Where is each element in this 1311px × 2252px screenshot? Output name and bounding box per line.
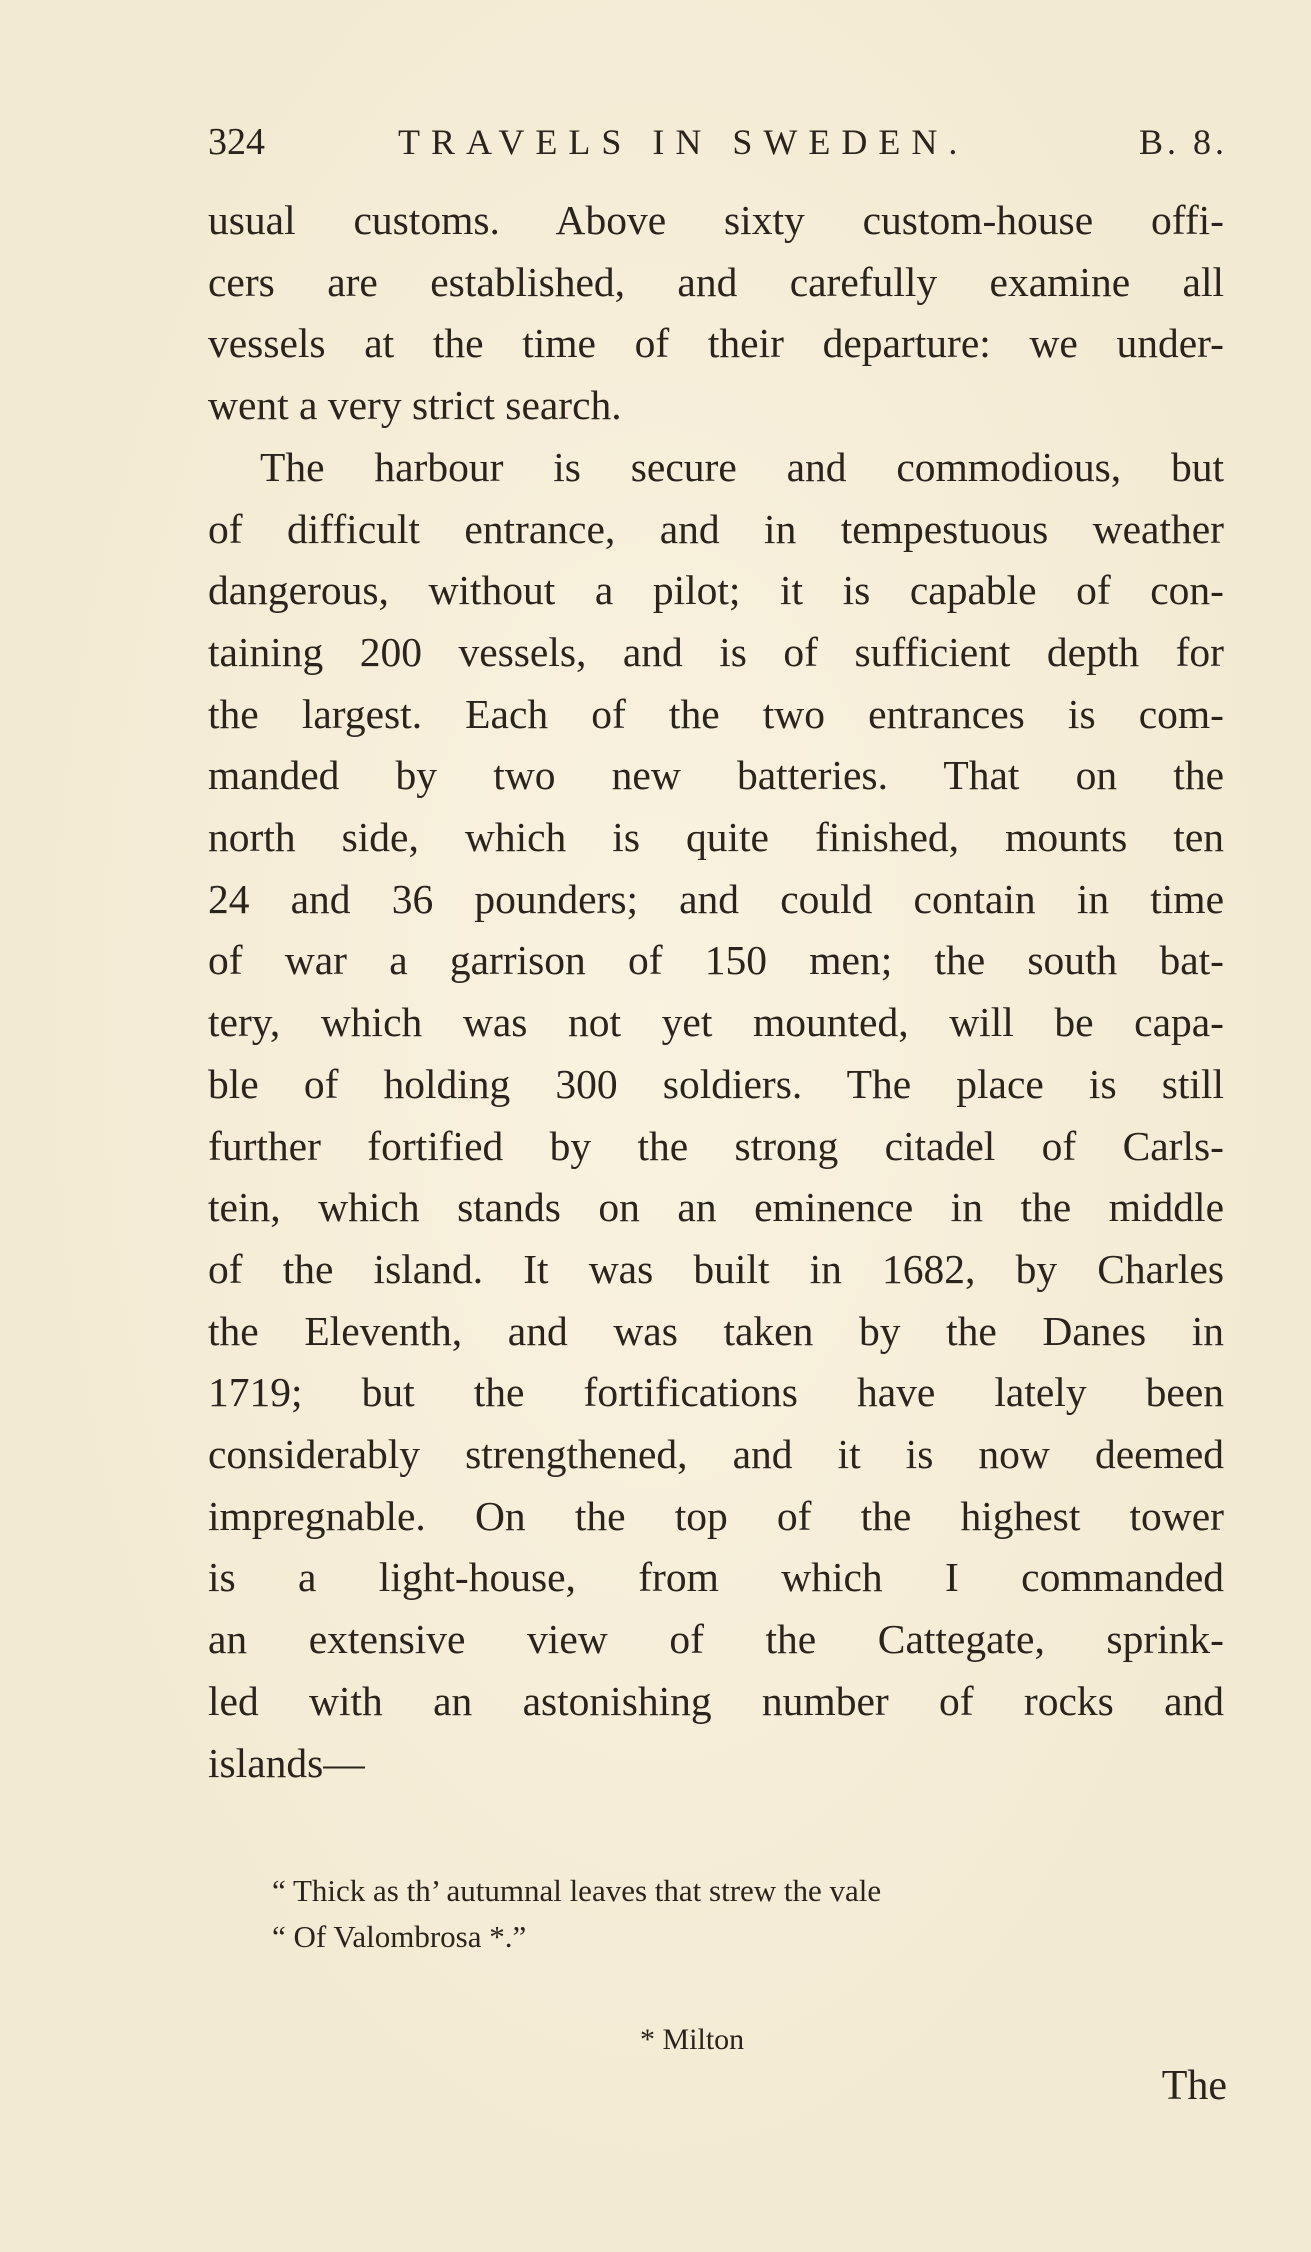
running-title: TRAVELS IN SWEDEN.: [398, 122, 969, 162]
text-line: tery, which was not yet mounted, will be capa-: [208, 999, 1224, 1046]
text-line: is a light-house, from which I commanded: [208, 1554, 1224, 1601]
quote-line: “ Of Valombrosa *.”: [272, 1919, 527, 1954]
text-line: the Eleventh, and was taken by the Danes in: [208, 1307, 1224, 1354]
text-line: 24 and 36 pounders; and could contain in time: [208, 875, 1224, 922]
text-line: cers are established, and carefully examine all: [208, 258, 1224, 305]
text-line: of the island. It was built in 1682, by Charles: [208, 1245, 1224, 1292]
page-number: 324: [208, 121, 265, 163]
text-line: impregnable. On the top of the highest tower: [208, 1492, 1224, 1539]
text-line: led with an astonishing number of rocks and: [208, 1677, 1224, 1724]
text-line: an extensive view of the Cattegate, sprink-: [208, 1616, 1224, 1663]
text-line: of difficult entrance, and in tempestuous weather: [208, 505, 1224, 552]
text-line: vessels at the time of their departure: we under-: [208, 320, 1224, 367]
section-marker: B. 8.: [1138, 122, 1228, 162]
running-head: [208, 112, 1228, 172]
text-line: went a very strict search.: [208, 382, 622, 429]
text-line: the largest. Each of the two entrances is com-: [208, 690, 1224, 737]
text-line: of war a garrison of 150 men; the south bat-: [208, 937, 1224, 984]
text-line: The harbour is secure and commodious, but: [260, 443, 1224, 490]
footnote: * Milton: [640, 2023, 745, 2056]
verse-quotation: [272, 1868, 1072, 1960]
quote-line: “ Thick as th’ autumnal leaves that strew the vale: [272, 1873, 882, 1908]
text-line: islands—: [208, 1739, 365, 1786]
text-line: further fortified by the strong citadel of Carls-: [208, 1122, 1224, 1169]
text-line: usual customs. Above sixty custom-house offi-: [208, 197, 1224, 243]
text-line: ble of holding 300 soldiers. The place is still: [208, 1060, 1224, 1107]
text-line: taining 200 vessels, and is of sufficient depth for: [208, 628, 1224, 675]
text-line: tein, which stands on an eminence in the middle: [208, 1184, 1224, 1231]
text-line: north side, which is quite finished, mounts ten: [208, 814, 1224, 861]
body-text: [208, 190, 1224, 1794]
text-line: 1719; but the fortifications have lately been: [208, 1369, 1224, 1416]
text-line: manded by two new batteries. That on the: [208, 752, 1224, 799]
text-line: dangerous, without a pilot; it is capable of con-: [208, 567, 1224, 614]
catchword: The: [1161, 2063, 1227, 2109]
text-line: considerably strengthened, and it is now deemed: [208, 1431, 1224, 1478]
